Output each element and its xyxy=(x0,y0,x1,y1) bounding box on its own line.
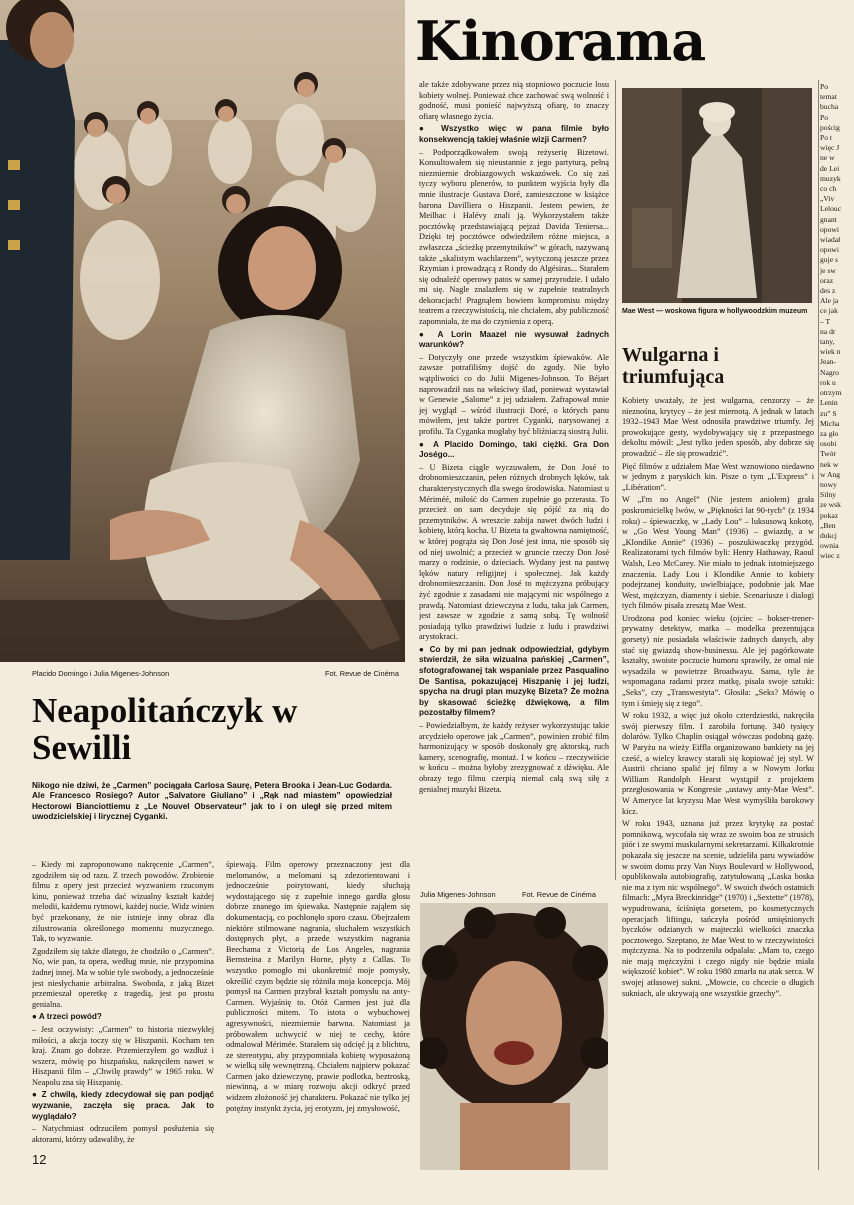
paragraph: – Natychmiast odrzuciłem pomysł posłużenia się aktorami, którzy udawaliby, że xyxy=(32,1124,214,1144)
strip-line: Po xyxy=(820,112,829,122)
interview-question: ● A Placido Domingo, taki ciężki. Gra Don Joségo... xyxy=(419,439,609,460)
strip-line: „Viv xyxy=(820,194,835,204)
masthead-title: Kinorama xyxy=(415,9,706,73)
strip-line: ownia xyxy=(820,541,839,551)
strip-line: de Lei xyxy=(820,163,840,173)
strip-line: za gło xyxy=(820,428,839,438)
interview-question: ● A Lorin Maazel nie wysuwał żadnych warunków? xyxy=(419,329,609,350)
strip-line: des z xyxy=(820,286,836,296)
adjacent-page-strip xyxy=(820,82,854,1182)
strip-line: Po xyxy=(820,82,829,91)
strip-line: Lelouc xyxy=(820,204,842,214)
strip-line: pokaz xyxy=(820,510,839,520)
paragraph: W roku 1943, uznana już przez krytykę za postać pomnikową, wycofała się wraz ze swoim boa ze strusich piór i ze swymi muskularnymi sekretarzami. Kilkakrotnie pokazała się jeszcze na scenie, udzieliła paru wywiadów w swoim domu przy Van Nuys Boulevard w Hollywood, opublikowała autobiografię, zatytułowaną „Laska boska nie ma z tym nic wspólnego”. W swoich dwóch ostatnich filmach: „Myra Breckinridge” (1970) i „Sextette” (1978), wypudrowana, ściśnięta gorsetem, po kosmetycznych operacjach liftingu, tańczyła pośród umięśnionych byczków odzianych w majteczki wielkości znaczka pocztowego. Szeptano, że Mae West to w rzeczywistości mężczyzna. Na to podrzeniła odpalała: „Mam to, czego nie mają mężczyźni i czego nigdy nie będzie miała większość kobiet”. W roku 1980 zmarła na atak serca. W swojej atłasowej sukni. „Mowcie, co chcecie o długich sukniach, ale ukrywają one wszystkie grzechy”. xyxy=(622,819,814,998)
strip-line: opowi xyxy=(820,224,839,234)
paragraph: Zgodziłem się także dlatego, że chodziło o „Carmen”. No, wie pan, ta opera, według mnie, nie przypomina żadnej innej. Ma w sobie tyle swobody, a jednocześnie jest niesłychanie arbitralna. Swoboda, z jaką Bizet przemieszał operetkę z tragedią, jest po prostu genialna. xyxy=(32,946,214,1009)
strip-line: na dr xyxy=(820,326,836,336)
right-edge-rule xyxy=(818,80,819,1170)
strip-line: muzyk xyxy=(820,173,841,183)
mae-west-photo xyxy=(622,88,812,303)
main-photo-image xyxy=(0,0,405,662)
julia-photo-caption: Julia Migenes-Johnson xyxy=(420,890,496,899)
paragraph: W roku 1932, a więc już około czterdziestki, nakręciła swój pierwszy film. I zarobiła fortunę. 340 tysięcy dolarów. Tylko Chaplin osiągał wówczas podobną gażę. W Paryżu na wieży Eiffla organizowano bankiety na jej cześć, a wielcy krawcy starali się kopiować jej styl. W Austrii chciano spalić jej filmy a w Nowym Jorku William Randolph Hearst wystąpił z projektem przegłosowania w Kongresie „ustawy anty-Mae West”. W Ameryce lat kryzysu Mae West wymyśliła barokowy kicz. xyxy=(622,711,814,816)
julia-photo xyxy=(420,903,608,1170)
strip-line: Micha xyxy=(820,418,840,428)
paragraph: Pięć filmów z udziałem Mae West wznowiono niedawno w jednym z paryskich kin. Pisze o tym „L'Express” i „Libération”. xyxy=(622,461,814,492)
strip-line: Jean- xyxy=(820,357,837,367)
paragraph: – Powiedziałbym, że każdy reżyser wykorzystując takie arcydzieło operowe jak „Carmen”, powinien zrobić film harmonizujący w sposób doskonały grę aktorską, ruch kamery, scenografię, montaż. I w końcu – rzeczywiście w końcu – można byłoby zrezygnować z dźwięku. Ale obrazy tego filmu czerpią niemal całą swą siłę z genialnej muzyki Bizeta. xyxy=(419,721,609,794)
paragraph: W „I'm no Angel” (Nie jestem aniołem) grała poskromicielkę lwów, w „Piękności lat 90-tych” (z 1934 roku) – śpiewaczkę, w „Lady Lou” – luksusową kokotę, w „Go West Young Man” (1936) – gwiazdę, a w „Klondike Annie” (1936) – poszukiwaczkę przygód. Realizatorami tych filmów byli: Henry Hathaway, Raoul Walsh, Leo McCarey. Nie miało to jednak istotniejszego znaczenia. Lady Lou i Klondike Annie to kobiety podejrzanej konduity, uwielbiające, podobnie jak Mae West, mężczyzn, diamenty i siebie. Scenariusze i dialogi tych filmów pisała zresztą Mae West. xyxy=(622,495,814,611)
strip-line: co ch xyxy=(820,184,837,194)
article-column-2 xyxy=(226,860,410,1145)
strip-line: w Ang xyxy=(820,469,841,479)
strip-line: Nagro xyxy=(820,367,839,377)
interview-question: ● Co by mi pan jednak odpowiedział, gdybym stwierdził, że siła wizualna pańskiej „Carmen”, sfotografowanej tak wspaniale przez Pasqualino De Santisa, pokazującej Hiszpanię i jej ludzi, spycha na drugi plan muzykę Bizeta? Że można by skasować ścieżkę dźwiękową, a film pozostałby filmem? xyxy=(419,644,609,718)
strip-line: ce jak xyxy=(820,306,838,316)
paragraph: Urodzona pod koniec wieku (ojciec – bokser-trener-prywatny detektyw, matka – modelka prezentująca gorsety) nie posiadała właściwie żadnych danych, aby stać się gwiazdą show-businessu. Ale jej pagórkowate kształty, swoiste poczucie humoru sprawiły, że omal nie wysadziła w powietrze Broadwayu. Sama, tyle że wspomagana radami przez matkę, pisała swoje sztuki: „Seks”, czy „Transwestyta”. Głosiła: „Seks? Mówię o tym i śmieję się z tego”. xyxy=(622,613,814,708)
strip-line: temat xyxy=(820,92,837,102)
strip-line: wiadał xyxy=(820,235,841,245)
paragraph: – U Bizeta ciągle wyczuwałem, że Don José to drobnomieszczanin, pełen różnych drobnych lęków, tak charakterystycznych dla swego środowiska. Natomiast u Mériméé, miłość do Carmen zupełnie go przerasta. To przecież on sam decyduje się pójść za nią do przemytników. A wreszcie zabija nawet dwóch ludzi i kobietę, którą kocha. U Bizeta ta gwałtowna namiętność, w której pogrąża się Don José jest inna, nie sposób się od niej uwolnić; a przecież w gruncie rzeczy Don José marzy o rodzinie, o dzieciach. Wydany jest na pastwę lęków natury religijnej i społecznej. Jak każdy drobnomieszczanin. Don José to mężczyzna próbujący żyć zgodnie z zasadami nie mającymi nic wspólnego z prawdą. Natomiast dziewczyna z ludu, taka jak Carmen, jest zawsze w zgodzie z samą sobą. Tę wolność posiadają tylko prawdziwi ludzie z ludu i prawdziwi arystokraci. xyxy=(419,462,609,642)
strip-line: nowy xyxy=(820,479,837,489)
main-photo-credit: Fot. Revue de Cinéma xyxy=(325,669,399,678)
strip-line: Po t xyxy=(820,133,833,143)
strip-line: pościg xyxy=(820,122,840,132)
article-lead: Nikogo nie dziwi, że „Carmen” pociągała Carlosa Saurę, Petera Brooka i Jean-Luc Godarda. Ale Francesco Rosiego? Autor „Salvatore Giuliano” i „Rąk nad miastem” opowiedział Hectorowi Bianciottiemu z „Le Nouvel Observateur” jak to i on uległ się przed mitem uwodzicielskiej i lirycznej Cyganki. xyxy=(32,781,392,822)
strip-line: gnant xyxy=(820,214,837,224)
strip-line: „Ben xyxy=(820,520,836,530)
mae-west-photo-caption: Mae West — woskowa figura w hollywoodzkim muzeum xyxy=(622,308,808,315)
interview-question: ● Z chwilą, kiedy zdecydował się pan podjąć wyzwanie, zaczęła się praca. Jak to wyglądało? xyxy=(32,1090,214,1121)
strip-line: Lenin xyxy=(820,398,838,408)
strip-line: otrzym xyxy=(820,388,842,398)
strip-line: rok u xyxy=(820,377,836,387)
interview-question: ● Wszystko więc w pana filmie było konsekwencją takiej właśnie wizji Carmen? xyxy=(419,124,609,144)
strip-line: osobi xyxy=(820,439,837,449)
strip-line: guje s xyxy=(820,255,838,265)
paragraph: ale także zdobywane przez nią stopniowo poczucie losu kobiety wolnej. Ponieważ chce zachować swą wolność i godność, musi ponieść najwyższą ofiarę, to znaczy ofiarę własnego życia. xyxy=(419,80,609,121)
strip-line: – T xyxy=(820,316,831,326)
strip-line: wiec z xyxy=(820,551,840,561)
strip-line: wiek n xyxy=(820,347,841,357)
julia-photo-credit: Fot. Revue de Cinéma xyxy=(522,890,596,899)
paragraph: – Jest oczywisty: „Carmen” to historia niezwykłej miłości, a akcja toczy się w Hiszpanii. Kocham ten kraj. Znam go dobrze. Przemierzyłem go wzdłuż i wszerz, mówię po hiszpańsku, nakręciłem nawet w Hiszpanii film – „Chwilę prawdy” w 1965 roku. W Neapolu zna się Hiszpanię. xyxy=(32,1024,214,1087)
strip-line: więc J xyxy=(820,143,840,153)
strip-line: dukcj xyxy=(820,530,837,540)
interview-question: ● A trzeci powód? xyxy=(32,1012,102,1022)
strip-line: ze wsk xyxy=(820,500,841,510)
strip-line: je sw xyxy=(820,265,836,275)
page-number: 12 xyxy=(32,1152,47,1167)
strip-line: ne w xyxy=(820,153,835,163)
strip-line: zu” S xyxy=(820,408,837,418)
strip-line: Silny xyxy=(820,490,837,500)
paragraph: – Podporządkowałem swoją reżyserię Bizetowi. Konsultowałem się nieustannie z jego partyturą, pełną niezmiernie drobiazgowych wskazówek. Co się zaś tyczy wyboru plenerów, to punktem wyjścia były dla mnie ilustracje Gustava Doré, zamieszczone w książce barona Davilliera o Hiszpanii. Jestem pewien, że Meilhac i Halévy znali ją. Wykorzystałem także pocztówkę przedstawiającą pejzaż Davida Teniersa... Dzięki tej pocztówce odwiedziłem różne miejsca, a zwłaszcza „ścieżkę przemytników” w górach, nazywaną także „skalistym wachlarzem”, wytyczoną jeszcze przez Rzymian i prowadzącą z Rondy do Algésiras... Starałem się odnaleźć operowy patos w samej przyrodzie. I udało mi się. Nagle znalazłem się w zupełnie teatralnych dekoracjach! Pragnąłem bowiem kompromisu między teatrem a rzeczywistością, nie chciałem, aby publiczność zapomniała, że ma do czynienia z operą. xyxy=(419,147,609,327)
main-photo xyxy=(0,0,405,662)
julia-photo-image xyxy=(420,903,608,1170)
strip-line: bucha xyxy=(820,102,839,112)
strip-line: opowi xyxy=(820,245,839,255)
strip-line: Ale ja xyxy=(820,296,839,306)
article-column-4 xyxy=(622,396,814,1156)
strip-line: Twór xyxy=(820,449,836,459)
strip-line: nek w xyxy=(820,459,839,469)
article-column-1 xyxy=(32,860,214,1145)
column-divider xyxy=(615,80,616,880)
mae-west-article-title: Wulgarna i triumfująca xyxy=(622,344,725,388)
strip-line: oraz xyxy=(820,275,834,285)
strip-line: tany, xyxy=(820,337,835,347)
paragraph: – Kiedy mi zaproponowano nakręcenie „Carmen”, zgodziłem się od razu. Z trzech powodów. Zrobienie filmu z opery jest przecież wyzwaniem rzuconym kinu, ponieważ trzeba dać wizualny kształt każdej melodii, każdemu rytmowi, każdej nucie. Widz winien być przekonany, że nie istnieje inny obraz dla zilustrowania określonego momentu muzycznego. Tak, to wyzwanie. xyxy=(32,860,214,944)
article-title: Neapolitańczyk w Sewilli xyxy=(32,691,298,767)
mae-west-photo-image xyxy=(622,88,812,303)
paragraph: Kobiety uważały, że jest wulgarna, cenzorzy – że nieznośna, krytycy – że jest miernotą. A jednak w latach 1932–1943 Mae West odnosiła prawdziwe triumfy. Jej prowokujące gesty, wydobywający się z przepastnego dekoltu mówił: „Jest tylko jeden sposób, aby dobrze się prowadzić – źle się prowadzić”. xyxy=(622,396,814,458)
paragraph: śpiewają. Film operowy przeznaczony jest dla melomanów, a melomani są zdezorientowani i jednocześnie poirytowani, kiedy słuchają wydostającego się z zupełnie innego gardła głosu dobrze znanego im śpiewaka. Następnie zająłem się dokumentacją, co pochłonęło sporo czasu. Obejrzałem niektóre stilmowane nagrania, słuchałem wszystkich dostępnych płyt, a przede wszystkim nagrania Beechama z Victorią de Los Angeles, nagrania Bernsteina z Marilyn Horne, płyty z Callas. To wszystko pomogło mi ukonkretnić moje pomysły, określić czym będzie się różniła moja koncepcja. Mój pomysł na Carmen przybrał kształt pomysłu na anty-Carmen. Wyjaśnię to. Otóż Carmen jest już dla publiczności mitem. To istota o wybuchowej agresywności, niezmiernie barwna. Natomiast ja próbowałem uchwycić w niej te cechy, które odmalował Mérimée. Starałem się odcięć ją z blichtru, ze stereotypu, aby przypomniała kobietę wyposażoną w wielką siłę wewnętrzną. Chciałem najpierw pokazać Carmen jako dziewczynę, prawie podlotka, beztroską, niewinną, a w miarę rozwoju akcji odkryć przed widzem złożoność jej charakteru. Pokazać nie tylko jej potężny instynkt życia, jej erotyzm, jej zmysłowość, xyxy=(226,860,410,1113)
paragraph: – Dotyczyły one przede wszystkim śpiewaków. Ale zawsze potrafiliśmy dojść do zgody. Nie było wątpliwości co do Julii Migenes-Johnson. To Béjart naprowadził nas na właściwy ślad, ponieważ wystawiał w Genewie „Salome” z jej udziałem. Zafrapował mnie jej wygląd – wśród ilustracji Doré, o których panu mówiłem, jest także portret Cyganki, narysowanej z profilu. Ta Cyganka mogłaby być bliźniaczą siostrą Julii. xyxy=(419,352,609,436)
main-photo-caption: Placido Domingo i Julia Migenes-Johnson xyxy=(32,669,170,678)
article-column-3 xyxy=(419,80,609,880)
